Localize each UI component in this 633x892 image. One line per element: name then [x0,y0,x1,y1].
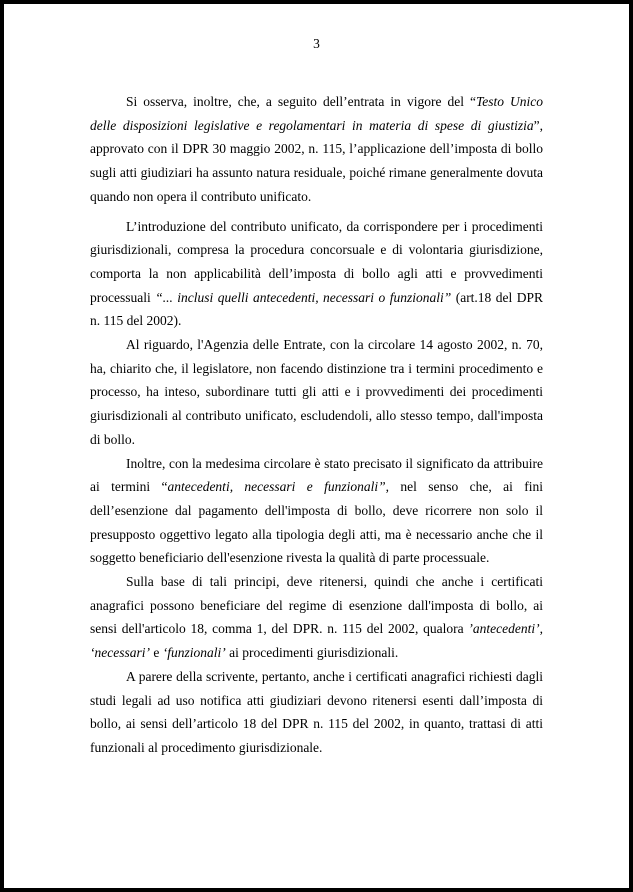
text-run: ”, approvato con il DPR 30 maggio 2002, n. 115, l’applicazione dell’imposta di bollo sugli atti giudiziari ha assunto natura residuale, poiché rimane generalmente dovuta quando non opera il contributo unificato. [90,117,543,204]
document-body [90,90,543,760]
page-content [4,4,629,760]
text-run: A parere della scrivente, pertanto, anche i certificati anagrafici richiesti dagli studi legali ad uso notifica atti giudiziari devono ritenersi esenti dall’imposta di bollo, ai sensi dell’articolo 18 del DPR n. 115 del 2002, in quanto, trattasi di atti funzionali al procedimento giurisdizionale. [90,668,543,755]
paragraph [90,90,543,209]
text-run: (art.18 del DPR n. 115 del 2002). [90,289,543,329]
page-number: 3 [313,36,320,51]
text-run: Sulla base di tali principi, deve ritenersi, quindi che anche i certificati anagrafici possono beneficiare del regime di esenzione dall'imposta di bollo, ai sensi dell'articolo 18, comma 1, del DPR. n. 115 del 2002, qualora [90,574,543,637]
text-run: Si osserva, inoltre, che, a seguito dell’entrata in vigore del “ [126,94,476,109]
paragraph [90,333,543,452]
text-run: , nel senso che, ai fini dell’esenzione dal pagamento dell'imposta di bollo, deve ricorrere non solo il presupposto oggettivo legato alla tipologia degli atti, ma è necessario anche che il soggetto beneficiario dell'esenzione rivesta la qualità di parte processuale. [90,479,543,566]
text-run: , [539,621,543,637]
paragraph [90,570,543,665]
text-run: L’introduzione del contributo unificato, da corrispondere per i procedimenti giurisdizionali, compresa la procedura concorsuale e di volontaria giurisdizione, comporta la non applicabilità dell’imposta di bollo agli atti e provvedimenti processuali [90,218,543,305]
text-run: ’antecedenti’ [468,621,540,637]
text-run: “... inclusi quelli antecedenti, necessari o funzionali” [155,289,452,305]
paragraph [90,452,543,571]
text-run: e [149,645,163,661]
text-run: ‘funzionali’ [162,645,226,661]
text-run: ‘necessari’ [90,645,150,661]
text-run: Testo Unico delle disposizioni legislative e regolamentari in materia di spese di giustizia [90,94,543,133]
text-run: antecedenti, necessari e funzionali” [167,479,386,495]
text-run: Inoltre, con la medesima circolare è stato precisato il significato da attribuire ai termini “ [90,455,543,495]
text-run: ai procedimenti giurisdizionali. [225,645,399,661]
paragraph [90,215,543,334]
text-run: Al riguardo, l'Agenzia delle Entrate, con la circolare 14 agosto 2002, n. 70, ha, chiarito che, il legislatore, non facendo distinzione tra i termini procedimento e processo, ha inteso, subordinare tutti gli atti e i provvedimenti dei procedimenti giurisdizionali al contributo unificato, escludendoli, allo stesso tempo, dall'imposta di bollo. [90,337,543,447]
paragraph [90,665,543,760]
